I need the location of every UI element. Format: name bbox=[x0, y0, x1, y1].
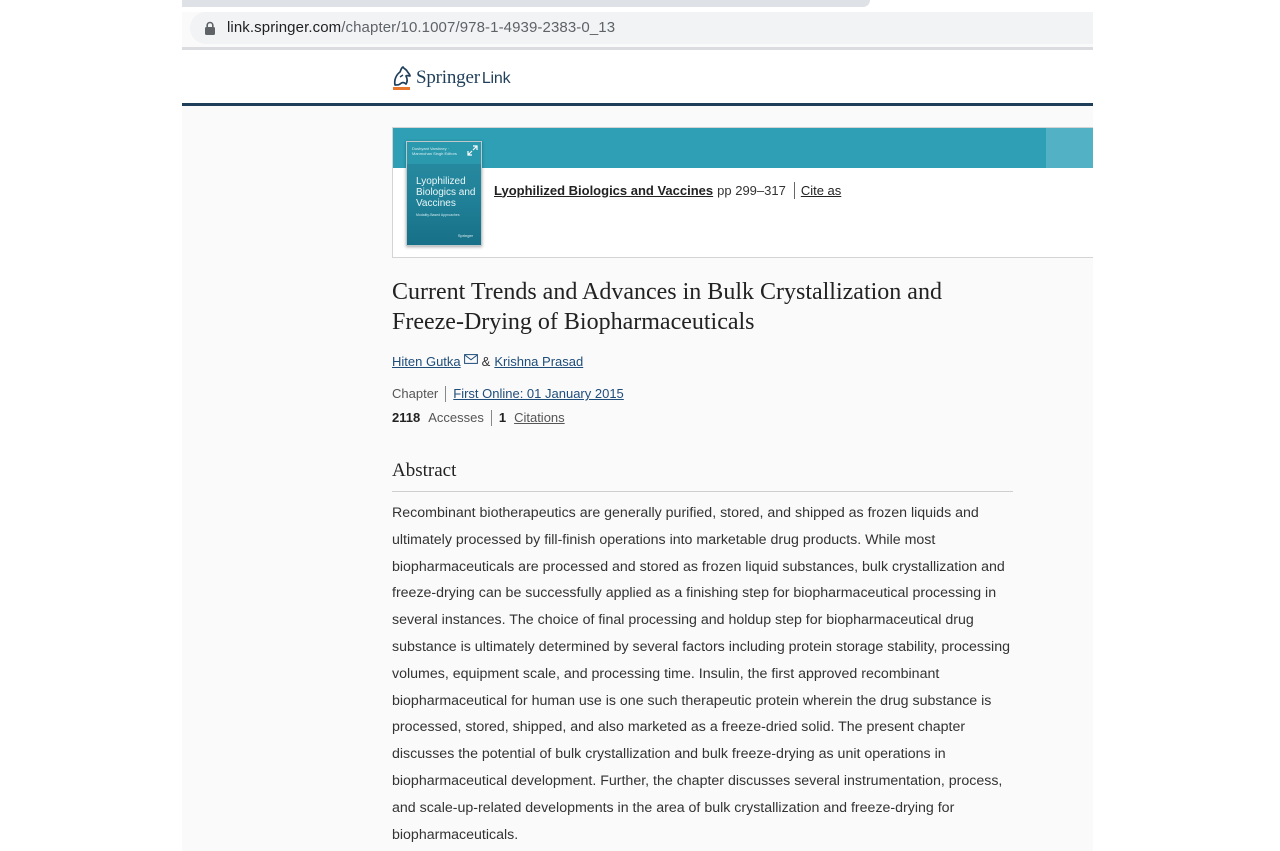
accesses-count: 2118 bbox=[392, 410, 421, 425]
abstract-heading: Abstract bbox=[392, 459, 1013, 492]
chapter-meta bbox=[392, 386, 624, 402]
cover-publisher: Springer bbox=[457, 233, 473, 238]
expand-icon[interactable] bbox=[467, 145, 478, 156]
citations-count: 1 bbox=[498, 410, 507, 425]
springer-link-logo[interactable] bbox=[391, 64, 510, 92]
cite-as-link[interactable]: Cite as bbox=[800, 182, 842, 198]
url-path: /chapter/10.1007/978-1-4939-2383-0_13 bbox=[341, 19, 616, 36]
chapter-title: Current Trends and Advances in Bulk Crystallization and Freeze-Drying of Biopharmaceuticals bbox=[392, 279, 942, 335]
book-title-link[interactable]: Lyophilized Biologics and Vaccines bbox=[494, 182, 714, 198]
accesses-label: Accesses bbox=[428, 410, 484, 425]
active-tab[interactable] bbox=[182, 0, 870, 7]
springer-horse-icon bbox=[391, 65, 413, 91]
lock-icon[interactable] bbox=[204, 21, 216, 35]
logo-text bbox=[416, 67, 510, 89]
book-cover[interactable] bbox=[406, 141, 482, 246]
divider bbox=[794, 182, 795, 199]
cover-title: Lyophilized Biologics and Vaccines bbox=[416, 176, 476, 209]
divider bbox=[491, 410, 492, 426]
mail-icon[interactable] bbox=[464, 354, 478, 364]
address-bar[interactable] bbox=[190, 12, 1093, 44]
browser-window bbox=[182, 0, 1093, 851]
url-host: link.springer.com bbox=[227, 19, 342, 36]
url-text[interactable] bbox=[227, 19, 615, 37]
divider bbox=[445, 386, 446, 402]
abstract-text: Recombinant biotherapeutics are generally purified, stored, and shipped as frozen liquids and ultimately processed by fill-finish operations into marketable drug products. While most biopharmaceuticals are processed and stored as frozen liquid substances, bulk crystallization and freeze-drying can be successfully applied as a finishing step for biopharmaceutical processing in several instances. The choice of final processing and holdup step for biopharmaceutical drug substance is ultimately determined by several factors including protein storage stability, processing volumes, equipment scale, and processing time. Insulin, the first approved recombinant biopharmaceutical for human use is one such therapeutic protein wherein the drug substance is processed, stored, shipped, and also marketed as a freeze-dried solid. The present chapter discusses the potential of bulk crystallization and bulk freeze-drying as unit operations in biopharmaceutical development. Further, the chapter discusses several instrumentation, process, and scale-up-related developments in the area of bulk crystallization and freeze-drying for biopharmaceuticals. bbox=[392, 505, 1010, 843]
chapter-metrics bbox=[392, 410, 565, 426]
book-band-end bbox=[1046, 128, 1093, 168]
first-online-link[interactable]: First Online: 01 January 2015 bbox=[453, 386, 624, 401]
author-link-krishna-prasad[interactable]: Krishna Prasad bbox=[494, 354, 584, 369]
author-separator: & bbox=[481, 354, 491, 369]
book-info-box bbox=[392, 127, 1093, 258]
content-type: Chapter bbox=[392, 386, 439, 401]
cover-authors: Dushyant Varshney · Manmohan Singh Editors bbox=[412, 146, 457, 156]
cover-subtitle: Modality-Based Approaches bbox=[416, 213, 460, 217]
logo-suffix: Link bbox=[481, 70, 511, 87]
book-band bbox=[393, 128, 1093, 168]
author-list bbox=[392, 354, 583, 370]
author-link-hiten-gutka[interactable]: Hiten Gutka bbox=[392, 354, 461, 369]
book-meta bbox=[494, 182, 841, 199]
tab-strip bbox=[182, 0, 1093, 12]
citations-link[interactable]: Citations bbox=[514, 410, 565, 425]
site-header bbox=[182, 50, 1093, 106]
logo-word: Springer bbox=[416, 67, 480, 88]
book-pages: pp 299–317 bbox=[717, 182, 786, 198]
